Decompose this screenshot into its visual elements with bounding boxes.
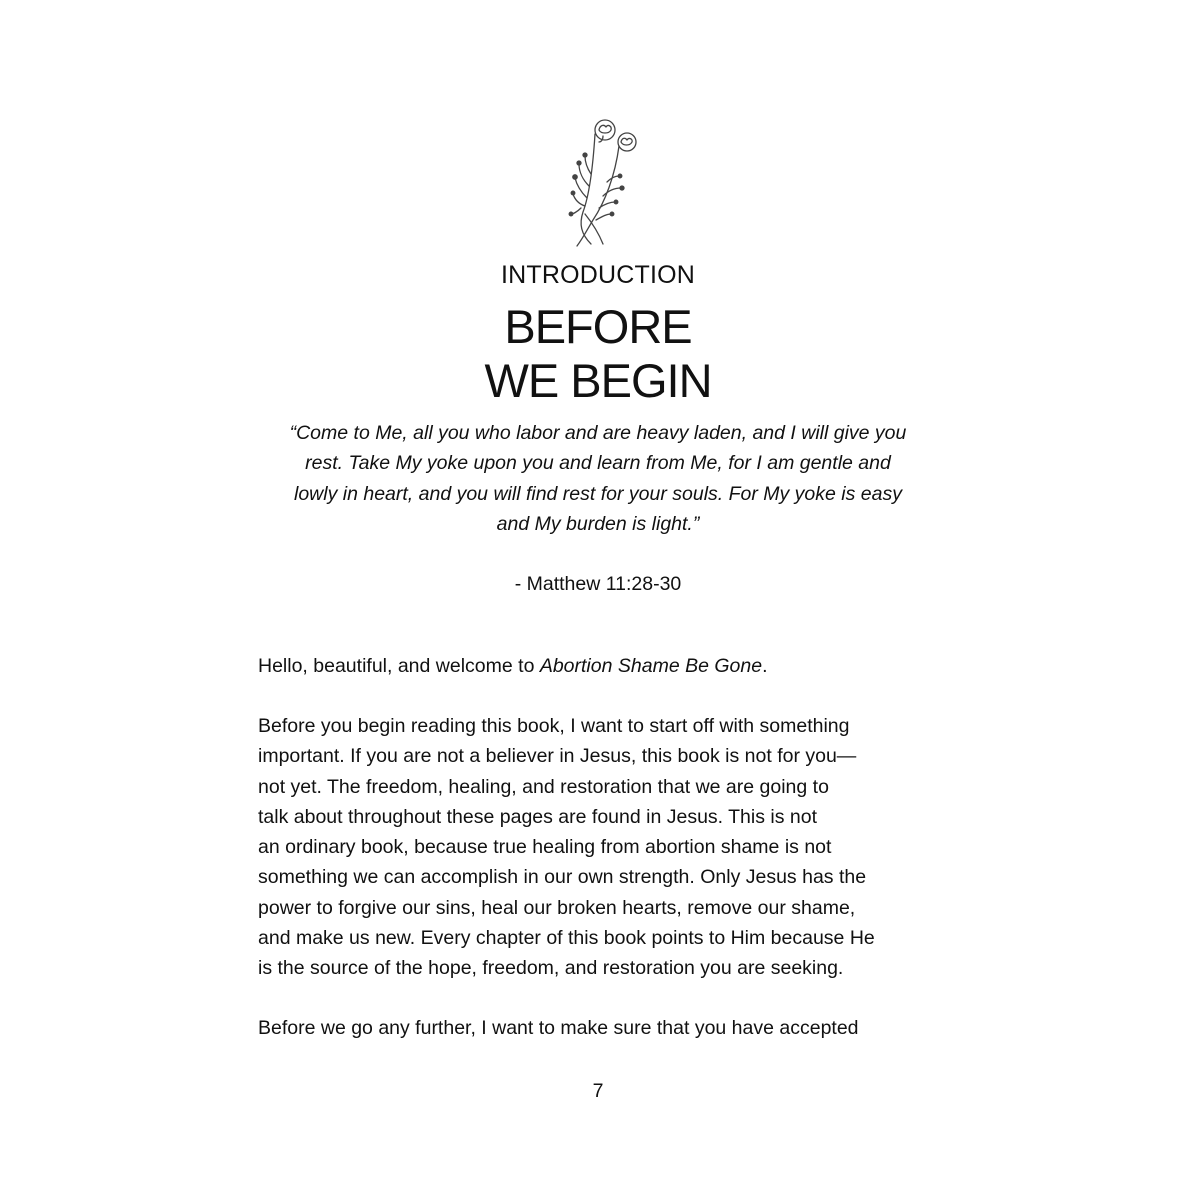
body-line: Before we go any further, I want to make sure that you have accepted (258, 1017, 859, 1039)
epigraph-attribution: - Matthew 11:28-30 (514, 573, 682, 595)
body-line: power to forgive our sins, heal our broken hearts, remove our shame, (258, 896, 856, 919)
chapter-title-line-1: BEFORE (504, 300, 692, 353)
chapter-title-line-2: WE BEGIN (484, 354, 712, 407)
chapter-kicker: INTRODUCTION (500, 261, 696, 289)
epigraph-line: rest. Take My yoke upon you and learn from Me, for I am gentle and (305, 452, 891, 475)
epigraph-quote (250, 418, 946, 539)
greeting-text: Hello, beautiful, and welcome to (258, 655, 540, 677)
body-line: is the source of the hope, freedom, and restoration you are seeking. (258, 957, 844, 980)
body-line: not yet. The freedom, healing, and restoration that we are going to (258, 775, 829, 798)
floral-sprig-icon (563, 116, 643, 250)
body-line: talk about throughout these pages are found in Jesus. This is not (258, 805, 818, 828)
epigraph-line: “Come to Me, all you who labor and are heavy laden, and I will give you (289, 422, 907, 444)
body-line: important. If you are not a believer in Jesus, this book is not for you— (258, 745, 857, 768)
body-paragraph (258, 1013, 958, 1043)
epigraph-line: and My burden is light.” (496, 512, 700, 535)
body-line: something we can accomplish in our own strength. Only Jesus has the (258, 866, 867, 889)
page-number: 7 (592, 1080, 604, 1102)
body-line: an ordinary book, because true healing from abortion shame is not (258, 836, 832, 859)
epigraph-line: lowly in heart, and you will find rest for your souls. For My yoke is easy (294, 482, 902, 505)
body-line: and make us new. Every chapter of this book points to Him because He (258, 927, 875, 950)
chapter-title (0, 300, 1196, 408)
body-paragraph (258, 711, 958, 984)
greeting-punctuation: . (762, 655, 768, 677)
book-title-text: Abortion Shame Be Gone (539, 655, 763, 677)
greeting-paragraph (258, 651, 958, 681)
body-line: Before you begin reading this book, I want to start off with something (258, 715, 850, 737)
